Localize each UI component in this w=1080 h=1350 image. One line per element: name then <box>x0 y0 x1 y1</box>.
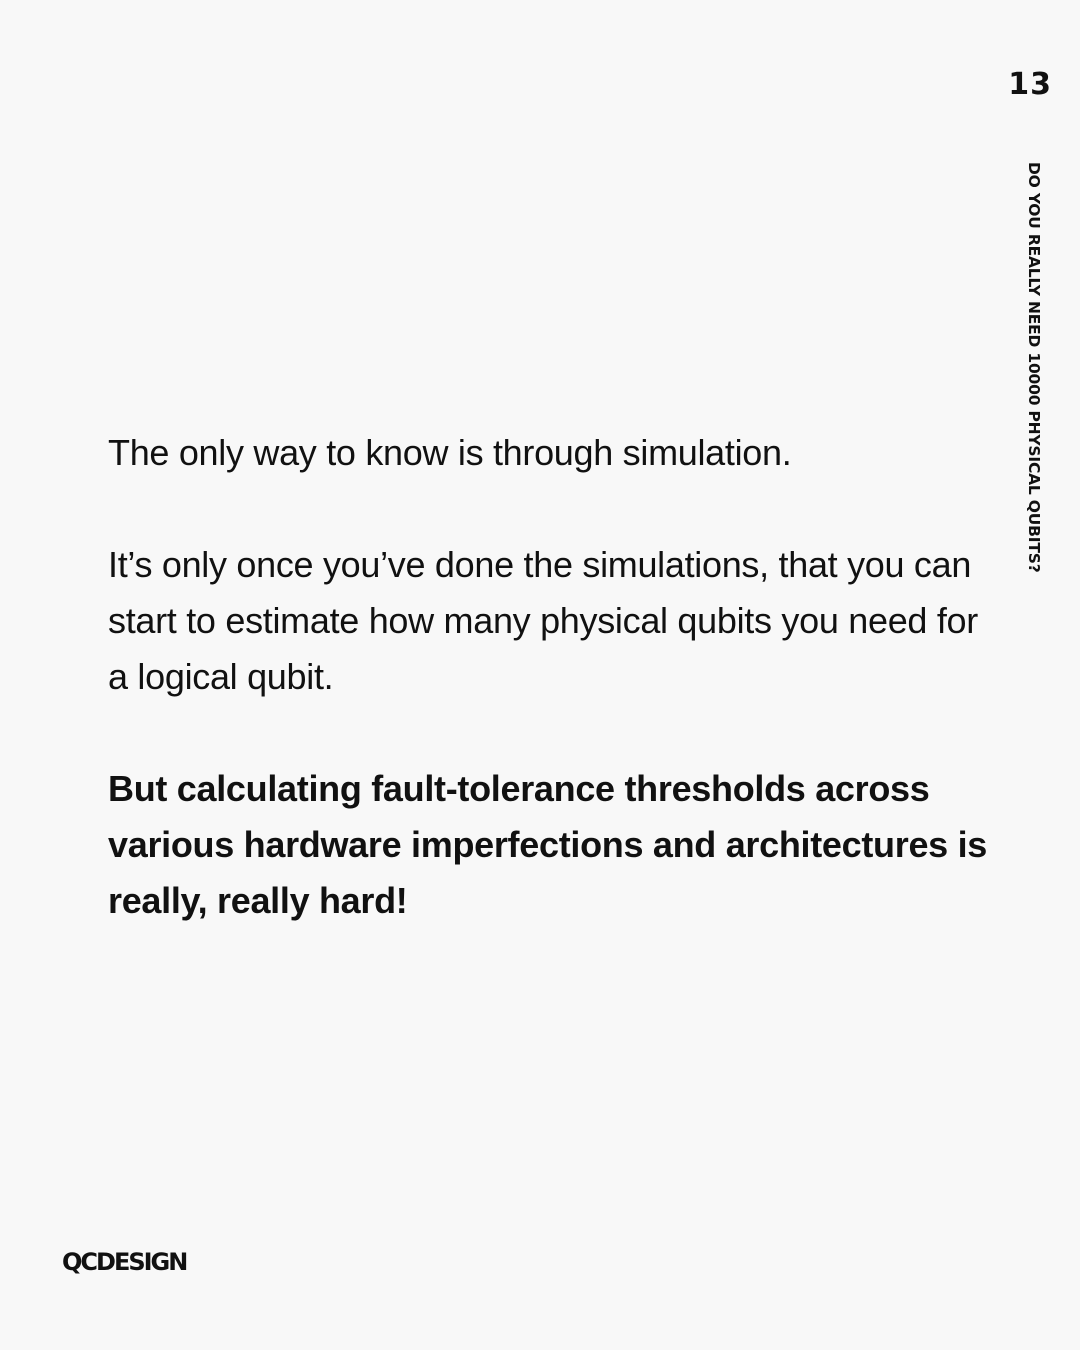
side-title: DO YOU REALLY NEED 10000 PHYSICAL QUBITS? <box>1025 162 1043 573</box>
paragraph-emphasis: But calculating fault-tolerance thresholds across various hardware imperfections and architectures is really, really hard! <box>108 768 988 921</box>
body-content <box>108 425 988 929</box>
page-number: 13 <box>1008 67 1052 102</box>
brand-logo: QCDESIGN <box>62 1248 187 1276</box>
paragraph-simulations: It’s only once you’ve done the simulations, that you can start to estimate how many physical qubits you need for a logical qubit. <box>108 544 978 697</box>
paragraph-intro: The only way to know is through simulation. <box>108 432 792 473</box>
